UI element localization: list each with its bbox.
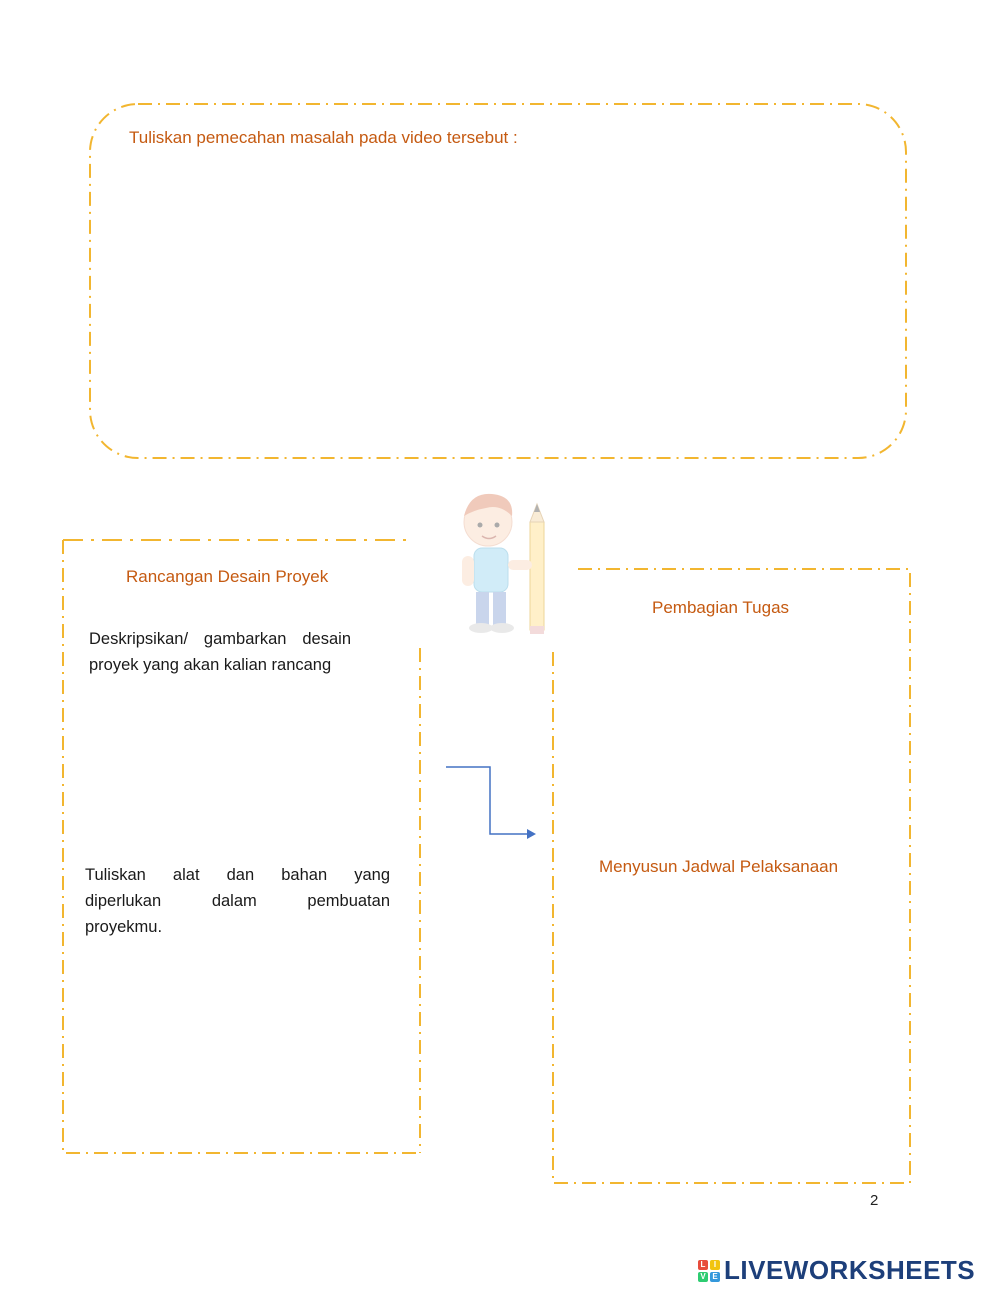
brand-name: LIVEWORKSHEETS [724, 1255, 976, 1285]
tools-instruction-line: proyekmu. [85, 918, 163, 936]
problem-prompt: Tuliskan pemecahan masalah pada video tersebut : [129, 128, 518, 147]
badge-letter: V [698, 1272, 708, 1282]
badge-letter: E [710, 1272, 720, 1282]
design-instruction-line: proyek yang akan kalian rancang [89, 656, 332, 674]
badge-letter: I [710, 1260, 720, 1270]
task-box-title: Pembagian Tugas [652, 598, 790, 617]
elbow-arrow-icon [446, 767, 536, 839]
tools-instruction-line: Tuliskan alat dan bahan yang [85, 866, 390, 884]
badge-letter: L [698, 1260, 708, 1270]
problem-box-border [90, 104, 906, 458]
design-box-title: Rancangan Desain Proyek [126, 567, 329, 586]
brand-badge-icon [698, 1260, 720, 1282]
tools-instruction-line: diperlukan dalam pembuatan [85, 892, 390, 910]
schedule-title: Menyusun Jadwal Pelaksanaan [599, 857, 839, 876]
design-instructions [89, 626, 351, 678]
boy-with-pencil-illustration [462, 494, 544, 634]
design-instruction-line: Deskripsikan/ gambarkan desain [89, 630, 351, 648]
liveworksheets-logo [698, 1255, 975, 1286]
tools-instructions [85, 862, 390, 940]
page-number: 2 [870, 1192, 879, 1209]
